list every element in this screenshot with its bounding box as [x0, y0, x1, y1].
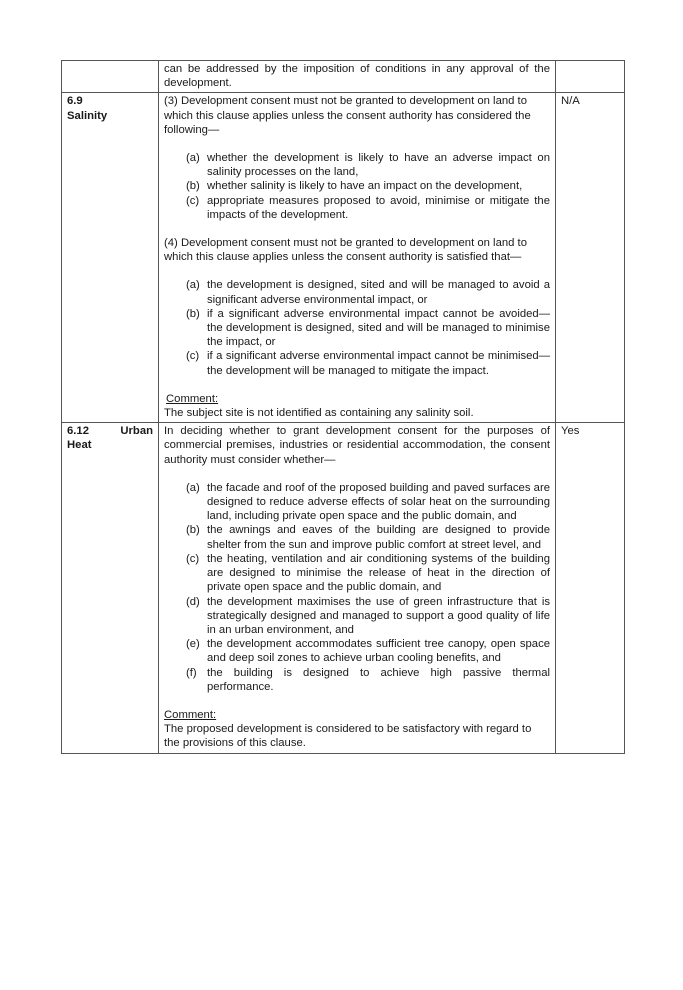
- clause-number: 6.12: [67, 425, 89, 438]
- subclause-list: [164, 151, 550, 222]
- subclause-list: [164, 278, 550, 377]
- clause-content-cell: [159, 423, 556, 753]
- clause-number: 6.9: [67, 95, 83, 108]
- table-row: [62, 93, 625, 423]
- list-item: (e) the development accommodates sufficient tree canopy, open space and deep soil zones to achieve urban cooling benefits, and: [186, 638, 550, 665]
- list-item: (c) appropriate measures proposed to avoid, minimise or mitigate the impacts of the development.: [186, 194, 550, 221]
- list-item: (a) whether the development is likely to have an adverse impact on salinity processes on the land,: [186, 152, 550, 179]
- list-item: (b) whether salinity is likely to have an impact on the development,: [186, 180, 523, 193]
- comment-text: The proposed development is considered to be satisfactory with regard to the provisions of this clause.: [164, 723, 532, 750]
- considerations-list: [164, 481, 550, 694]
- list-item: (c) if a significant adverse environmental impact cannot be minimised—the development will be managed to mitigate the impact.: [186, 350, 550, 377]
- comment-label: Comment:: [164, 708, 217, 721]
- clause-heading-cell: [62, 61, 159, 93]
- list-item: (c) the heating, ventilation and air conditioning systems of the building are designed to minimise the release of heat in the direction of private open space and the public domain, and: [186, 552, 550, 594]
- clause-heading-cell: [62, 423, 159, 753]
- compliance-table: [61, 60, 625, 754]
- comment-label: Comment:: [166, 392, 219, 405]
- subclause-intro: (4) Development consent must not be granted to development on land to which this clause applies unless the consent authority is satisfied that—: [164, 237, 527, 264]
- clause-content-cell: [159, 93, 556, 423]
- list-item: (b) the awnings and eaves of the building are designed to provide shelter from the sun and improve public comfort at street level, and: [186, 524, 550, 551]
- status-cell: [556, 93, 625, 423]
- clause-content-cell: [159, 61, 556, 93]
- list-item: (f) the building is designed to achieve high passive thermal performance.: [186, 666, 550, 693]
- table-row: [62, 423, 625, 753]
- clause-title-word: Urban: [120, 425, 153, 438]
- clause-title-word: Heat: [67, 439, 92, 452]
- table-row: [62, 61, 625, 93]
- status-value: Yes: [561, 425, 580, 438]
- list-item: (b) if a significant adverse environmental impact cannot be avoided—the development is designed, sited and will be managed to minimise the impact, or: [186, 307, 550, 349]
- status-cell: [556, 423, 625, 753]
- clause-heading-cell: [62, 93, 159, 423]
- clause-title: Salinity: [67, 109, 108, 122]
- list-item: (a) the facade and roof of the proposed building and paved surfaces are designed to reduce adverse effects of solar heat on the surrounding land, including private open space and the public domain, and: [186, 481, 550, 523]
- list-item: (d) the development maximises the use of green infrastructure that is strategically designed and managed to support a good quality of life in an urban environment, and: [186, 595, 550, 636]
- continued-text: can be addressed by the imposition of conditions in any approval of the development.: [164, 63, 550, 90]
- subclause-intro: (3) Development consent must not be granted to development on land to which this clause applies unless the consent authority has considered the following—: [164, 95, 531, 136]
- comment-text: The subject site is not identified as containing any salinity soil.: [164, 407, 474, 420]
- clause-intro: In deciding whether to grant development consent for the purposes of commercial premises, industries or residential accommodation, the consent authority must consider whether—: [164, 425, 550, 466]
- list-item: (a) the development is designed, sited and will be managed to avoid a significant adverse environmental impact, or: [186, 279, 550, 306]
- status-cell: [556, 61, 625, 93]
- status-value: N/A: [561, 95, 580, 108]
